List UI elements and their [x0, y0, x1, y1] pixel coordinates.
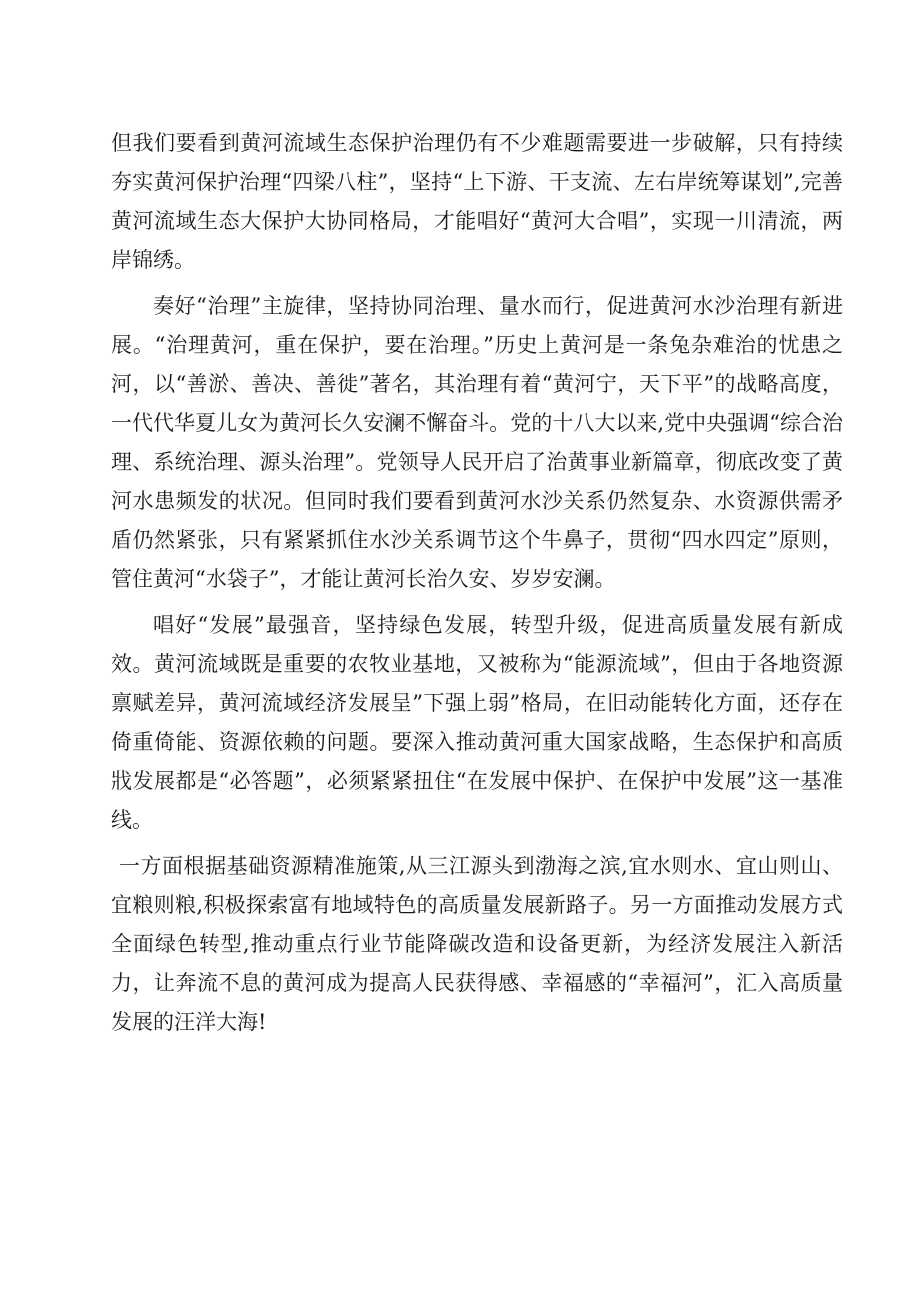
article-body	[111, 124, 843, 1049]
paragraph-3: 唱好“发展”最强音，坚持绿色发展，转型升级，促进高质量发展有新成效。黄河流域既是重要的农牧业基地，又被称为“能源流域”，但由于各地资源禀赋差异，黄河流域经济发展呈”下强上弱”格局，在旧动能转化方面，还存在倚重倚能、资源依赖的问题。要深入推动黄河重大国家战略，生态保护和高质戕发展都是“必答题”，必须紧紧扭住“在发展中保护、在保护中发展”这一基准线。	[111, 613, 843, 832]
paragraph-1: 但我们要看到黄河流域生态保护治理仍有不少难题需要进一步破解，只有持续夯实黄河保护治理“四梁八柱”，坚持“上下游、干支流、左右岸统筹谋划”,完善黄河流域生态大保护大协同格局，才能唱好“黄河大合唱”，实现一川清流，两岸锦绣。	[111, 131, 843, 272]
paragraph-2: 奏好“治理”主旋律，坚持协同治理、量水而行，促进黄河水沙治理有新进展。“治理黄河，重在保护，要在治理。”历史上黄河是一条兔杂难治的忧患之河，以“善淤、善决、善徙”著名，其治理有着“黄河宁，天下平”的战略高度，一代代华夏儿女为黄河长久安澜不懈奋斗。党的十八大以来,党中央强调“综合治理、系统治理、源头治理”。党领导人民开启了治黄事业新篇章，彻底改变了黄河水患频发的状况。但同时我们要看到黄河水沙关系仍然复杂、水资源供需矛盾仍然紧张，只有紧紧抓住水沙关系调节这个牛鼻子，贯彻“四水四定”原则，管住黄河“水袋子”，才能让黄河长治久安、岁岁安澜。	[111, 294, 843, 591]
paragraph-4: 一方面根据基础资源精准施策,从三江源头到渤海之滨,宜水则水、宜山则山、宜粮则粮,积极探索富有地域特色的高质量发展新路子。另一方面推动发展方式全面绿色转型,推动重点行业节能降碳改造和设备更新，为经济发展注入新活力，让奔流不息的黄河成为提高人民获得感、幸福感的“幸福河”，汇入高质量发展的汪洋大海!	[111, 854, 843, 1034]
